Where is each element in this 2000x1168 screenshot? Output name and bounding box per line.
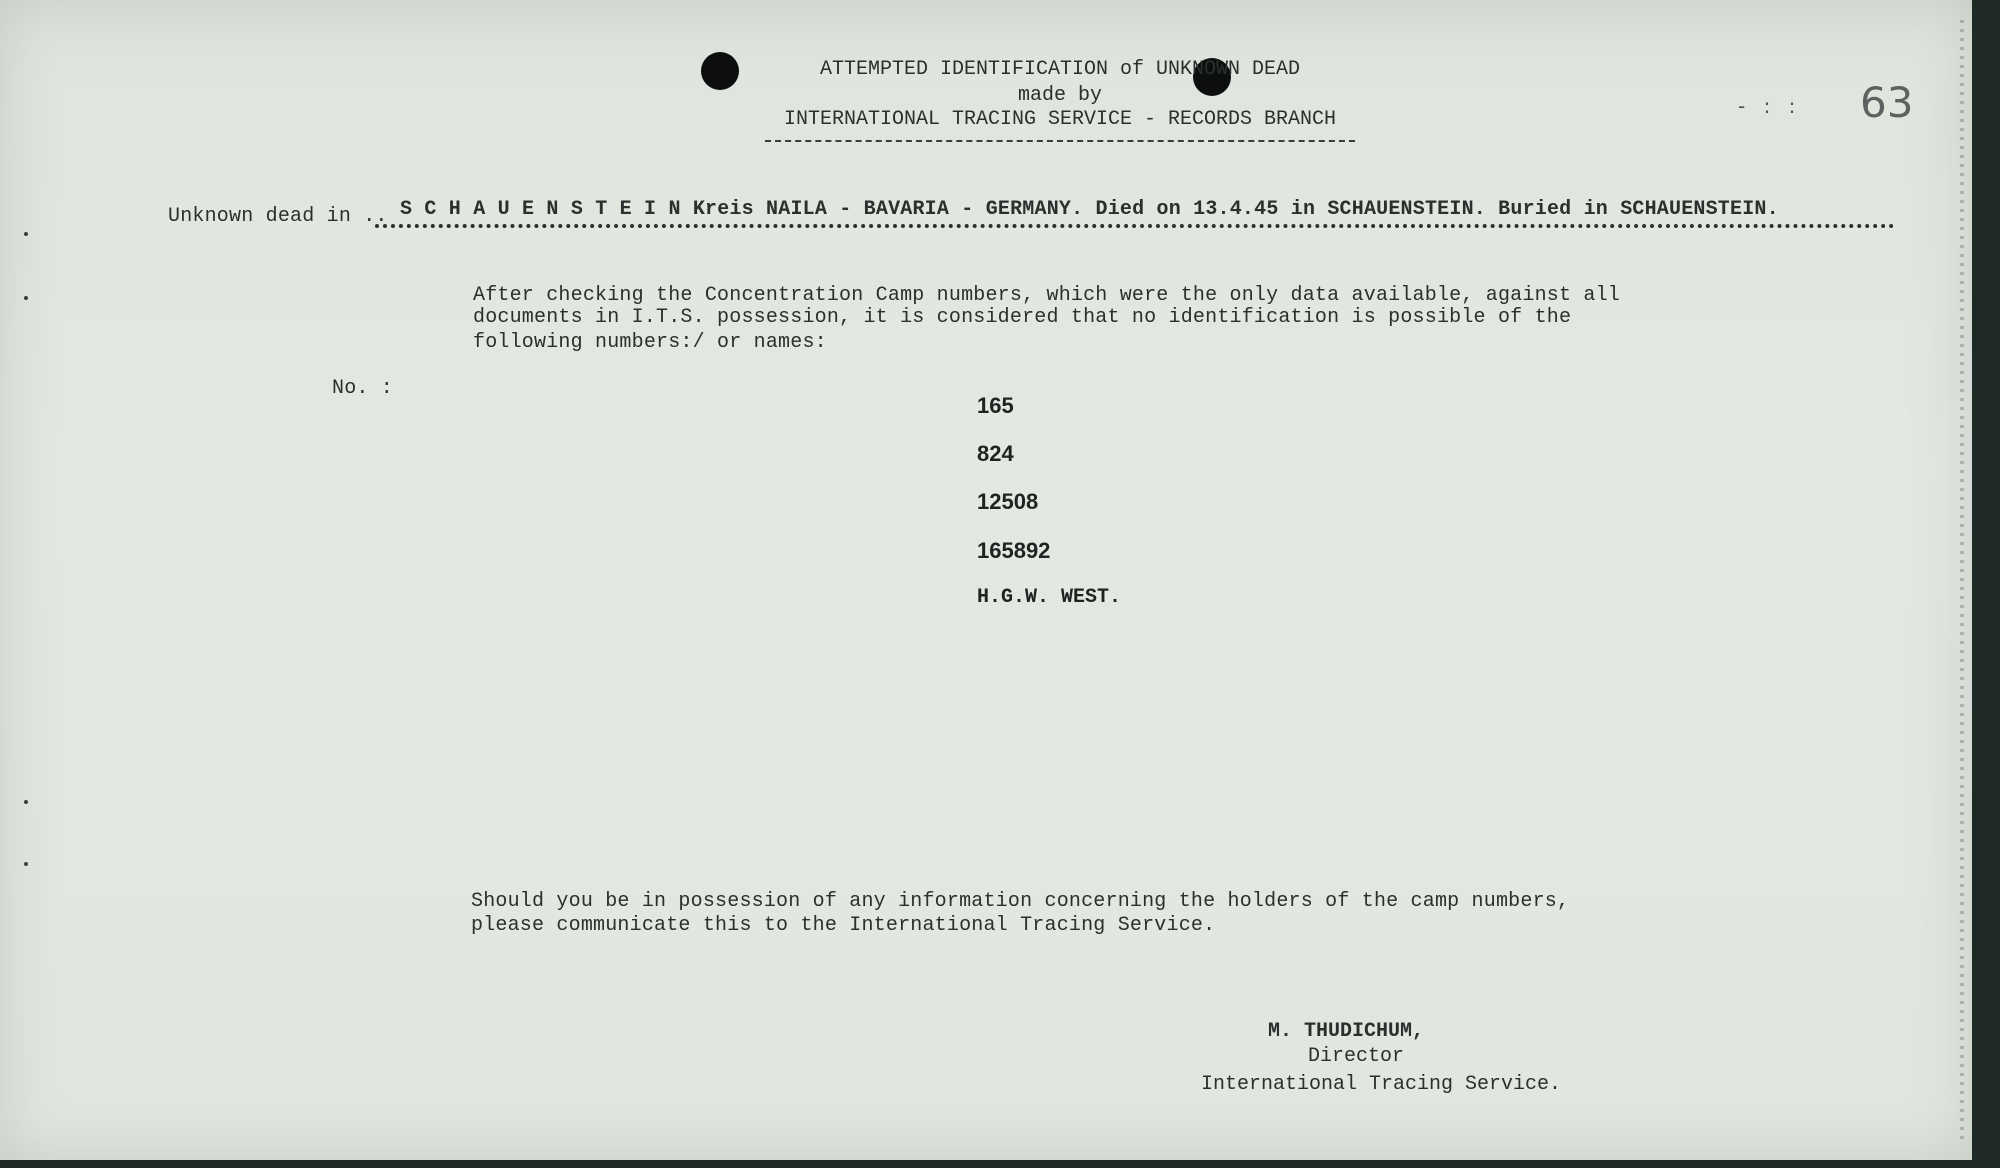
document-subtitle: made by [1017,84,1102,107]
margin-mark [24,296,28,300]
numbers-label: No. : [332,377,394,400]
header-underline [765,140,1355,142]
page-number: 63 [1860,78,1914,127]
document-title: ATTEMPTED IDENTIFICATION of UNKNOWN DEAD [819,58,1301,81]
closing-line-1: Should you be in possession of any information concerning the holders of the camp numbers, [471,890,1570,913]
location-dotted-underline [375,224,1895,228]
location-prefix: Unknown dead in .. [168,205,388,228]
paper-edge [1960,20,1964,1140]
issuing-organization: INTERNATIONAL TRACING SERVICE - RECORDS BRANCH [783,108,1337,131]
camp-number: 165892 [977,538,1051,563]
corner-marks: - : : [1738,94,1802,118]
camp-number: 12508 [977,489,1039,514]
margin-mark [24,800,28,804]
intro-line-2: documents in I.T.S. possession, it is considered that no identification is possible of the [473,306,1572,329]
camp-number: H.G.W. WEST. [977,586,1122,609]
intro-line-1: After checking the Concentration Camp numbers, which were the only data available, against all [473,284,1620,307]
margin-mark [24,862,28,866]
signatory-title: Director [1307,1045,1404,1068]
camp-number: 165 [977,393,1014,418]
intro-line-3: following numbers:/ or names: [473,331,827,354]
margin-mark [24,232,28,236]
closing-line-2: please communicate this to the International Tracing Service. [471,914,1216,937]
signatory-name: M. THUDICHUM, [1267,1020,1425,1043]
signatory-organization: International Tracing Service. [1200,1073,1562,1096]
punch-hole-left [701,52,739,90]
location-details: S C H A U E N S T E I N Kreis NAILA - BAVARIA - GERMANY. Died on 13.4.45 in SCHAUENSTEIN. Buried in SCHAUENSTEIN. [400,198,1779,221]
camp-number: 824 [977,441,1014,466]
